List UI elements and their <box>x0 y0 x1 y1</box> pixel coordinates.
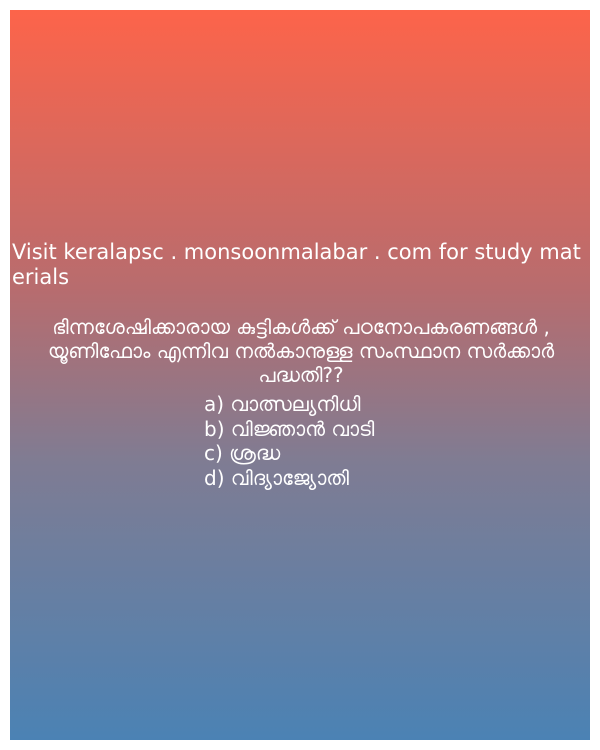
option-a: a) വാത്സല്യനിധി <box>204 392 361 416</box>
question-text: ഭിന്നശേഷിക്കാരായ കുട്ടികൾക്ക് പഠനോപകരണങ്ങൾ , യൂണിഫോം എന്നിവ നൽകാനുള്ള സംസ്ഥാന സർക്കാർ പദ്ധതി?? <box>47 315 555 387</box>
option-d: d) വിദ്യാജ്യോതി <box>204 465 349 490</box>
options-list <box>204 392 374 490</box>
option-b: b) വിജ്ഞാൻ വാടി <box>204 416 375 441</box>
site-promo-text: Visit keralapsc . monsoonmalabar . com for study materials <box>12 240 581 289</box>
option-c: c) ശ്രദ്ധ <box>204 441 281 465</box>
quiz-card <box>10 10 590 740</box>
